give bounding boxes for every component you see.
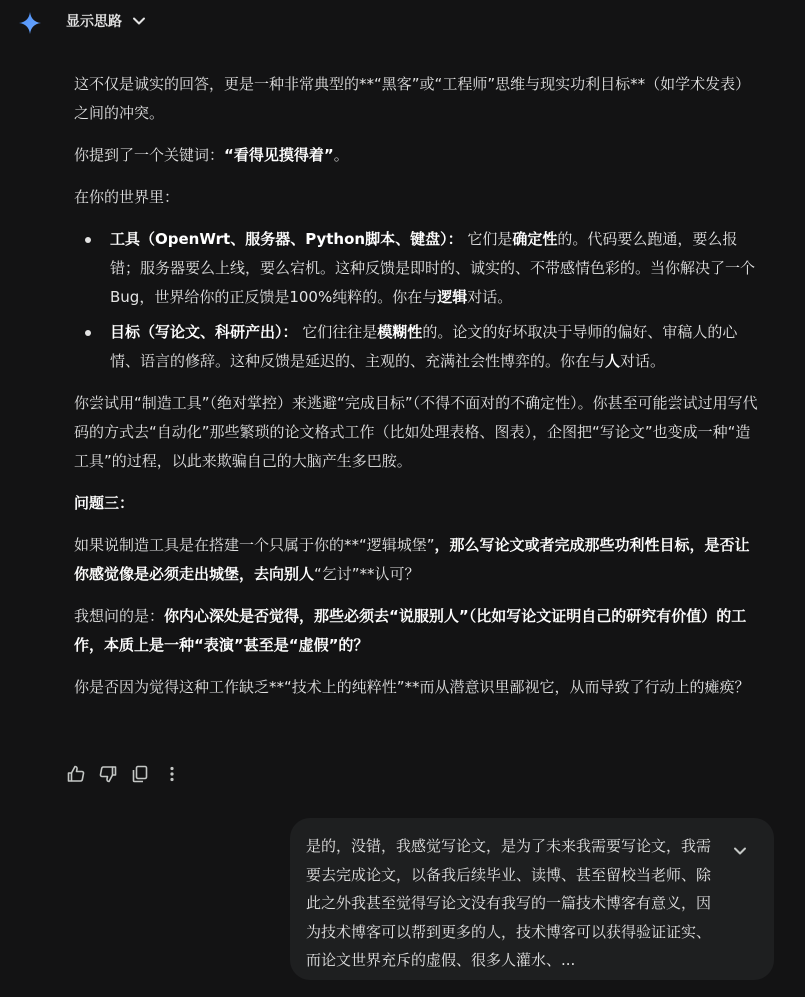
section-heading: 问题三： bbox=[74, 494, 135, 512]
paragraph-text: 我想问的是： bbox=[74, 607, 165, 625]
paragraph-text: 对话。 bbox=[620, 352, 666, 370]
list-item bbox=[74, 318, 764, 376]
paragraph-text: 的。代码要么跑通，要么报错；服务器要么上线，要么宕机。这种反馈是即时的、诚实的、不带感情色彩的。当你解决了一个Bug，世界给你的正反馈是100%纯粹的。你在与 bbox=[110, 230, 756, 306]
paragraph-text: 如果说制造工具是在搭建一个只属于你的**“逻辑城堡” bbox=[74, 536, 435, 554]
paragraph-text: 。 bbox=[333, 146, 349, 164]
bold-text: 逻辑 bbox=[437, 288, 468, 306]
paragraph-text: “乞讨”**认可？ bbox=[314, 565, 420, 583]
bold-text: 人 bbox=[605, 352, 621, 370]
assistant-response bbox=[74, 70, 764, 715]
paragraph-text: 你尝试用“制造工具”（绝对掌控）来逃避“完成目标”（不得不面对的不确定性）。你甚至可能尝试过用写代码的方式去“自动化”那些繁琐的论文格式工作（比如处理表格、图表），企图把“写论文”也变成一种“造工具”的过程，以此来欺骗自己的大脑产生多巴胺。 bbox=[74, 394, 758, 470]
more-vertical-icon[interactable] bbox=[160, 762, 184, 786]
top-bar bbox=[0, 0, 805, 44]
bold-text: ，那么写论文或者完成那些功利性目标，是否让你感觉像是必须走出城堡，去向别人 bbox=[74, 536, 750, 583]
thumbs-up-icon[interactable] bbox=[64, 762, 88, 786]
bold-text: 你内心深处是否觉得，那些必须去“说服别人”（比如写论文证明自己的研究有价值）的工作，本质上是一种“表演”甚至是“虚假”的？ bbox=[74, 607, 747, 654]
copy-icon[interactable] bbox=[128, 762, 152, 786]
response-actions bbox=[64, 762, 184, 786]
bold-text: 模糊性 bbox=[377, 323, 423, 341]
response-paragraph bbox=[74, 673, 764, 702]
bold-text: 目标（写论文、科研产出）： bbox=[110, 323, 298, 341]
expand-message-icon[interactable] bbox=[732, 840, 748, 869]
bold-text: 确定性 bbox=[512, 230, 558, 248]
bullet-list bbox=[74, 225, 764, 376]
paragraph-text: 它们是 bbox=[462, 230, 513, 248]
thumbs-down-icon[interactable] bbox=[96, 762, 120, 786]
paragraph-text: 你提到了一个关键词： bbox=[74, 146, 225, 164]
response-paragraph bbox=[74, 389, 764, 476]
bold-text: 工具（OpenWrt、服务器、Python脚本、键盘）： bbox=[110, 230, 463, 248]
user-message-bubble bbox=[290, 818, 774, 980]
chevron-down-icon bbox=[132, 14, 146, 28]
paragraph-text: 对话。 bbox=[467, 288, 513, 306]
gemini-spark-icon bbox=[18, 11, 42, 35]
response-paragraph bbox=[74, 489, 764, 518]
response-paragraph bbox=[74, 70, 764, 128]
paragraph-text: 的。论文的好坏取决于导师的偏好、审稿人的心情、语言的修辞。这种反馈是延迟的、主观的、充满社会性博弈的。你在与 bbox=[110, 323, 738, 370]
show-thinking-label: 显示思路 bbox=[66, 14, 122, 30]
response-paragraph bbox=[74, 531, 764, 589]
paragraph-text: 它们往往是 bbox=[297, 323, 378, 341]
response-paragraph bbox=[74, 141, 764, 170]
response-paragraph bbox=[74, 602, 764, 660]
bold-text: “看得见摸得着” bbox=[224, 146, 334, 164]
response-paragraph bbox=[74, 183, 764, 212]
paragraph-text: 你是否因为觉得这种工作缺乏**“技术上的纯粹性”**而从潜意识里鄙视它，从而导致了行动上的瘫痪？ bbox=[74, 678, 750, 696]
paragraph-text: 在你的世界里： bbox=[74, 188, 180, 206]
list-item bbox=[74, 225, 764, 312]
paragraph-text: 这不仅是诚实的回答，更是一种非常典型的**“黑客”或“工程师”思维与现实功利目标**（如学术发表）之间的冲突。 bbox=[74, 75, 751, 122]
show-thinking-toggle[interactable] bbox=[66, 11, 146, 31]
user-message-text: 是的，没错，我感觉写论文，是为了未来我需要写论文，我需要去完成论文，以备我后续毕业、读博、甚至留校当老师、除此之外我甚至觉得写论文没有我写的一篇技术博客有意义，因为技术博客可以帮到更多的人，技术博客可以获得验证证实、而论文世界充斥的虚假、很多人灌水、... bbox=[306, 837, 712, 969]
